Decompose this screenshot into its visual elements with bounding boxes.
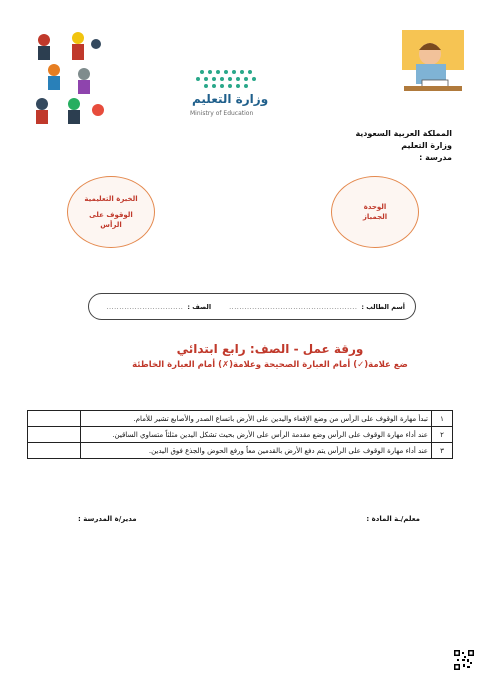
unit-circle <box>331 176 419 248</box>
statement-text: عند أداء مهارة الوقوف على الرأس وضع مقدمة الرأس على الأرض بحيث تشكل اليدين مثلثاً متساوي الساقين. <box>81 427 432 443</box>
student-reading-clipart-image <box>402 30 464 100</box>
school-header <box>312 128 452 164</box>
table-row <box>28 427 453 443</box>
class-label: الصف : <box>187 302 212 311</box>
kingdom-text: المملكة العربية السعودية <box>355 129 452 138</box>
principal-label: مدير/ة المدرسة : <box>78 515 137 523</box>
unit-value: الجمباز <box>362 213 388 221</box>
statement-number: ١ <box>432 411 453 427</box>
worksheet-grade-level: رابع ابتدائي <box>176 342 246 356</box>
student-name-field[interactable]: .................................................. <box>229 302 358 311</box>
qr-code-icon <box>454 650 474 670</box>
worksheet-title-prefix: ورقة عمل - الصف: <box>249 342 364 356</box>
answer-cell[interactable] <box>28 411 81 427</box>
class-field[interactable]: .............................. <box>106 302 184 311</box>
school-label: مدرسة : <box>419 153 452 162</box>
teacher-label: معلم/ـة المادة : <box>366 515 420 523</box>
ministry-text: وزارة التعليم <box>401 141 452 150</box>
worksheet-title <box>160 342 380 356</box>
learning-experience-circle <box>67 176 155 248</box>
experience-value-line2: الرأس <box>100 221 122 229</box>
student-info-box <box>88 293 416 320</box>
statement-number: ٣ <box>432 443 453 459</box>
answer-cell[interactable] <box>28 427 81 443</box>
table-row <box>28 411 453 427</box>
ministry-of-education-logo <box>182 66 274 118</box>
unit-label: الوحدة <box>363 203 387 211</box>
student-name-label: أسم الطالب : <box>361 302 405 311</box>
worksheet-instruction: ضع علامة(✓) أمام العبارة الصحيحة وعلامة(✗) أمام العبارة الخاطئة <box>132 360 408 370</box>
table-row <box>28 443 453 459</box>
statements-table <box>27 410 453 459</box>
logo-arabic-text: وزارة التعليم <box>192 92 269 106</box>
logo-english-text: Ministry of Education <box>190 110 254 117</box>
experience-value-line1: الوقوف على <box>89 211 133 219</box>
answer-cell[interactable] <box>28 443 81 459</box>
experience-label: الخبرة التعليمية <box>84 195 138 203</box>
statement-text: تبدأ مهارة الوقوف على الرأس من وضع الإقعاء واليدين على الأرض باتساع الصدر والأصابع تشير للأمام. <box>81 411 432 427</box>
statement-text: عند أداء مهارة الوقوف على الرأس يتم دفع الأرض بالقدمين معاً ورفع الحوض والجذع فوق اليدين. <box>81 443 432 459</box>
statement-number: ٢ <box>432 427 453 443</box>
sports-clipart-image <box>30 30 108 126</box>
